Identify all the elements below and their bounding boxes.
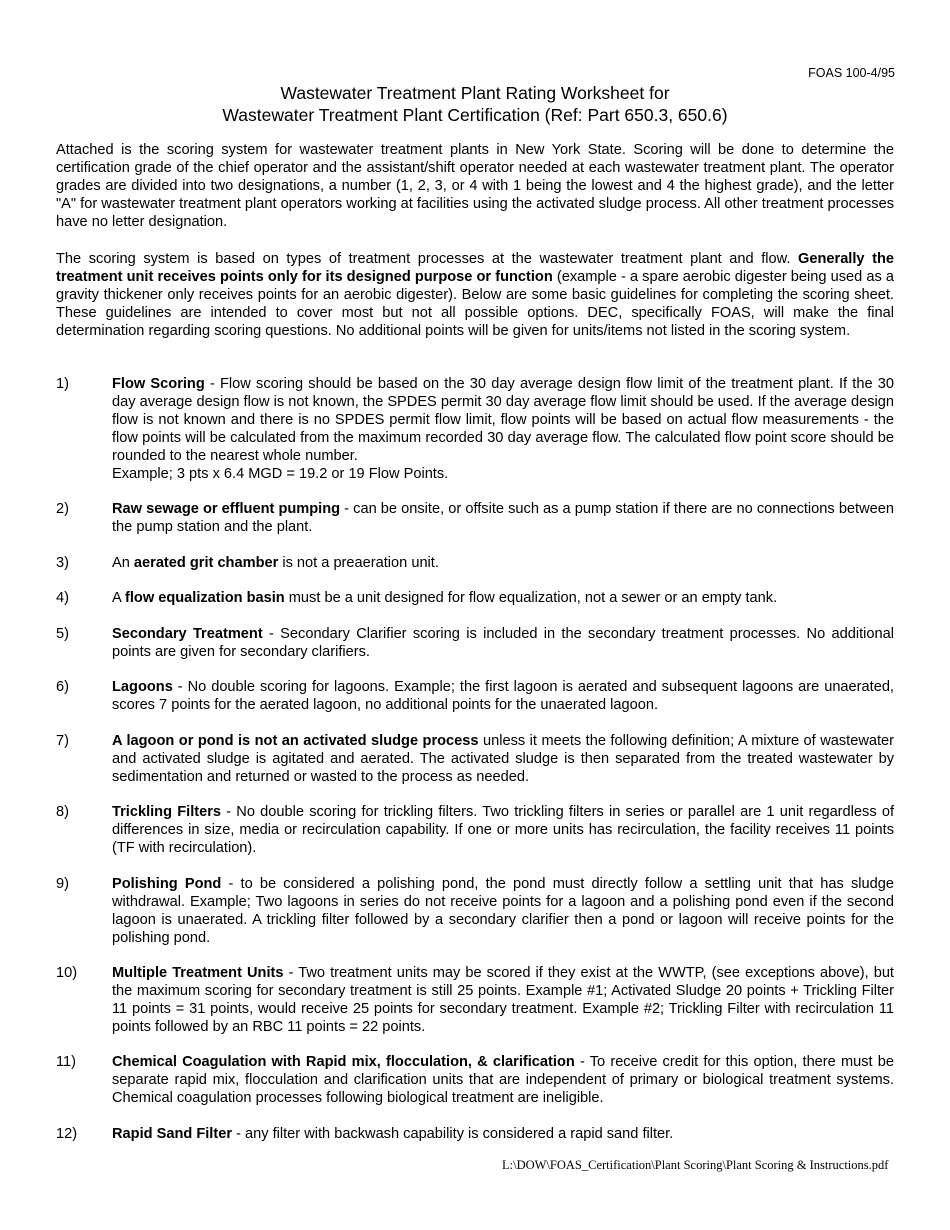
item-body <box>112 625 894 661</box>
item-number: 10) <box>56 965 78 981</box>
item-heading: flow equalization basin <box>124 590 285 606</box>
item-text: - Flow scoring should be based on the 30 day average design flow limit of the treatment plant. If the 30 day average design flow is not known, the SPDES permit 30 day average flow limit should be used. If the average design flow is not known and there is no SPDES permit flow limit, flow points will be based on actual flow measurements - the flow points will be calculated from the maximum recorded 30 day average flow. The calculated flow point score should be rounded to the nearest whole number. <box>112 376 894 464</box>
item-number: 11) <box>56 1054 77 1070</box>
item-heading: Lagoons <box>112 679 173 695</box>
item-heading: A lagoon or pond is not an activated sludge process <box>112 733 479 749</box>
item-body <box>112 554 894 572</box>
item-number: 8) <box>56 804 69 820</box>
item-text: - to be considered a polishing pond, the pond must directly follow a settling unit that has sludge withdrawal. Example; Two lagoons in series do not receive points for a lagoon and a polishing pond even if the second lagoon is unaerated. A trickling filter followed by a secondary clarifier then a pond or lagoon will receive points for the polishing pond. <box>112 876 894 946</box>
intro-paragraph-2-post: (example - a spare aerobic digester being used as a gravity thickener only receives points for an aerobic digester). Below are some basic guidelines for completing the scoring sheet. These guidelines are intended to cover most but not all possible options. DEC, specifically FOAS, will make the final determination regarding scoring questions. No additional points will be given for units/items not listed in the scoring system. <box>56 269 894 339</box>
item-heading: Flow Scoring <box>112 376 205 392</box>
item-body <box>112 964 894 1036</box>
item-text: - can be onsite, or offsite such as a pump station if there are no connections between the pump station and the plant. <box>112 501 894 535</box>
item-heading: Secondary Treatment <box>112 626 263 642</box>
intro-paragraph-2-pre: The scoring system is based on types of treatment processes at the wastewater treatment plant and flow. <box>56 251 799 267</box>
title-line-1: Wastewater Treatment Plant Rating Worksheet for <box>280 83 670 103</box>
item-number: 2) <box>56 501 69 517</box>
item-heading: Raw sewage or effluent pumping <box>112 501 341 517</box>
item-text: - No double scoring for trickling filters. Two trickling filters in series or parallel are 1 unit regardless of differences in size, media or recirculation capability. If one or more units has recirculation, the facility receives 11 points (TF with recirculation). <box>112 804 894 856</box>
item-body <box>112 803 894 857</box>
item-heading: Polishing Pond <box>112 876 222 892</box>
page-title <box>0 82 950 126</box>
item-text: - Two treatment units may be scored if they exist at the WWTP, (see exceptions above), but the maximum scoring for secondary treatment is still 25 points. Example #1; Activated Sludge 20 points + Trickling Filter 11 points = 31 points, would receive 25 points for secondary treatment. Example #2; Trickling Filter with recirculation 11 points followed by an RBC 11 points = 22 points. <box>112 965 894 1035</box>
item-body <box>112 732 894 786</box>
item-pre: A <box>112 590 125 606</box>
intro-paragraph-2 <box>56 250 894 340</box>
item-heading: Rapid Sand Filter <box>112 1126 233 1142</box>
form-id: FOAS 100-4/95 <box>808 66 895 80</box>
item-heading: Chemical Coagulation with Rapid mix, flocculation, & clarification <box>112 1054 575 1070</box>
item-body <box>112 500 894 536</box>
item-body <box>112 678 894 714</box>
item-body <box>112 589 894 607</box>
item-text: - No double scoring for lagoons. Example; the first lagoon is aerated and subsequent lagoons are unaerated, scores 7 points for the aerated lagoon, no additional points for the unaerated lagoon. <box>112 679 894 713</box>
item-number: 9) <box>56 876 69 892</box>
item-heading: Multiple Treatment Units <box>112 965 284 981</box>
item-text: - any filter with backwash capability is considered a rapid sand filter. <box>232 1126 674 1142</box>
footer-file-path: L:\DOW\FOAS_Certification\Plant Scoring\Plant Scoring & Instructions.pdf <box>502 1158 889 1172</box>
item-text: - To receive credit for this option, there must be separate rapid mix, flocculation and clarification units that are independent of primary or biological treatment systems. Chemical coagulation processes following biological treatment are ineligible. <box>112 1054 894 1106</box>
intro-paragraph-1: Attached is the scoring system for wastewater treatment plants in New York State. Scoring will be done to determine the certification grade of the chief operator and the assistant/shift operator needed at each wastewater treatment plant. The operator grades are divided into two designations, a number (1, 2, 3, or 4 with 1 being the lowest and 4 the highest grade), and the letter "A" for wastewater treatment plant operators working at facilities using the activated sludge process. All other treatment processes have no letter designation. <box>56 142 894 230</box>
item-number: 7) <box>56 733 69 749</box>
item-body <box>112 375 894 483</box>
item-number: 6) <box>56 679 69 695</box>
item-number: 12) <box>56 1126 78 1142</box>
item-text: - Secondary Clarifier scoring is included in the secondary treatment processes. No additional points are given for secondary clarifiers. <box>112 626 894 660</box>
item-text: must be a unit designed for flow equalization, not a sewer or an empty tank. <box>284 590 778 606</box>
item-text: is not a preaeration unit. <box>278 555 439 571</box>
item-number: 1) <box>56 376 69 392</box>
title-line-2: Wastewater Treatment Plant Certification (Ref: Part 650.3, 650.6) <box>222 105 728 125</box>
intro-paragraph-2-bold: Generally the treatment unit receives points only for its designed purpose or function <box>56 251 894 285</box>
item-body <box>112 875 894 947</box>
item-example: Example; 3 pts x 6.4 MGD = 19.2 or 19 Flow Points. <box>112 466 449 482</box>
item-number: 5) <box>56 626 69 642</box>
item-body <box>112 1125 894 1143</box>
item-body <box>112 1053 894 1107</box>
item-number: 4) <box>56 590 69 606</box>
item-heading: Trickling Filters <box>112 804 222 820</box>
item-heading: aerated grit chamber <box>133 555 279 571</box>
item-number: 3) <box>56 555 69 571</box>
item-pre: An <box>112 555 134 571</box>
item-text: unless it meets the following definition; A mixture of wastewater and activated sludge is agitated and aerated. The activated sludge is then separated from the treated wastewater by sedimentation and returned or wasted to the process as needed. <box>112 733 895 785</box>
